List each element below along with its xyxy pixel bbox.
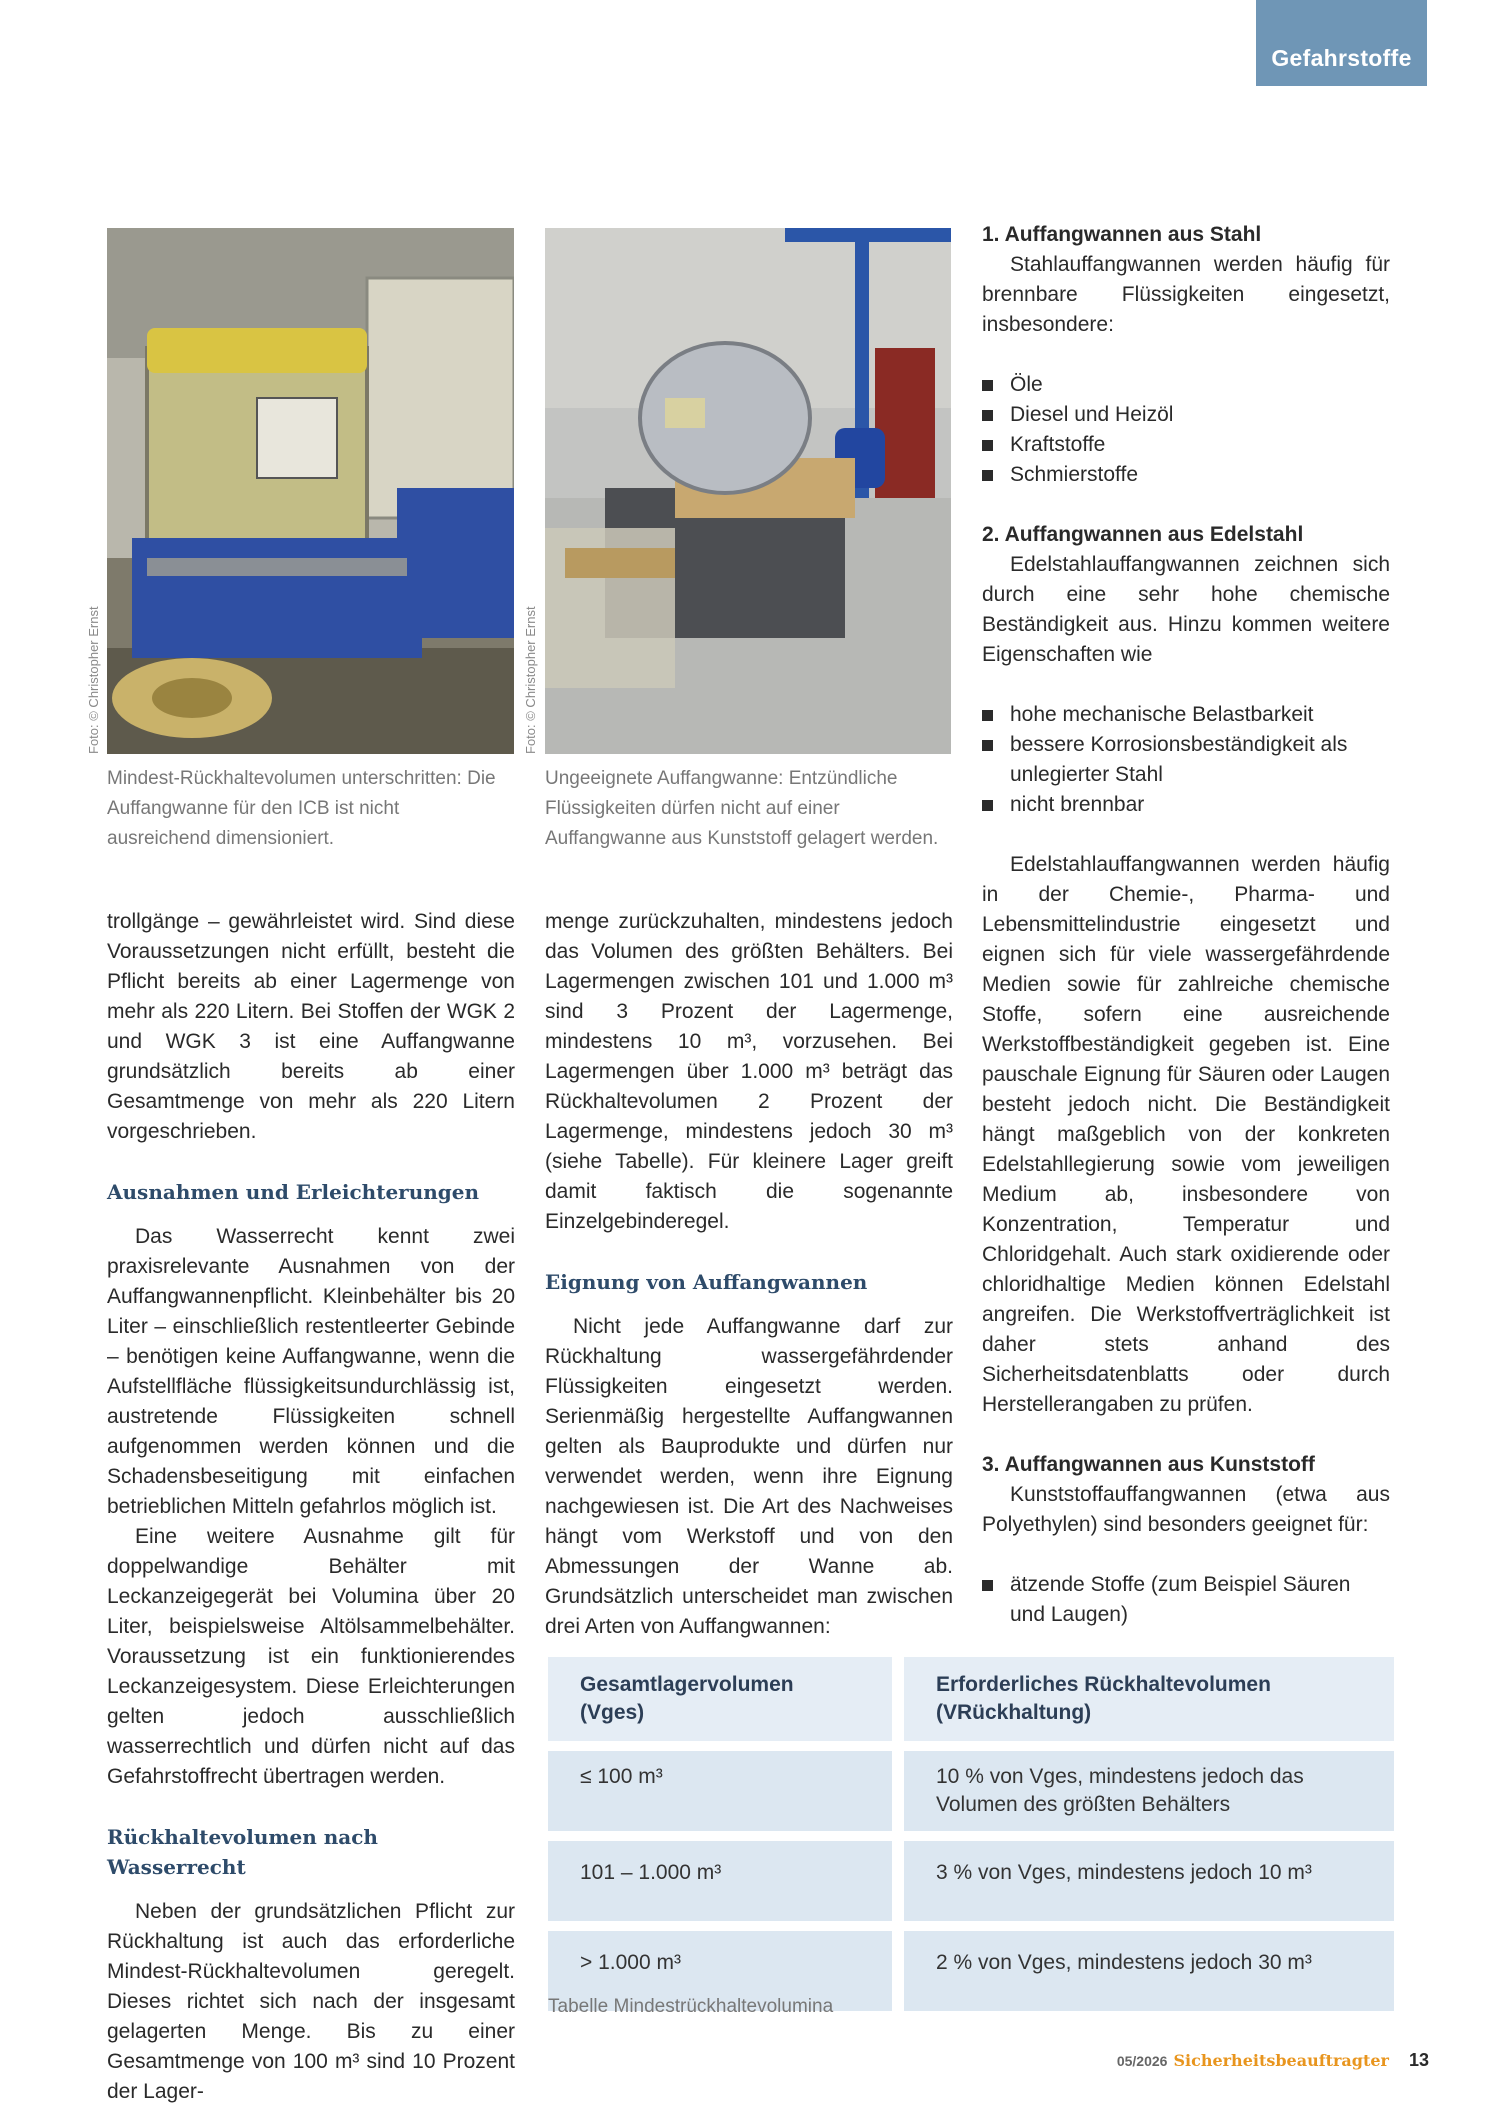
heading-stahl: 1. Auffangwannen aus Stahl xyxy=(982,223,1262,246)
list-item: Diesel und Heizöl xyxy=(982,400,1390,430)
col2-paragraph-1: menge zurückzuhalten, mindestens jedoch das Volumen des größten Behälters. Bei Lagermengen zwischen 101 und 1.000 m³ sind 3 Prozent der Lagermenge, mindestens 10 m³, vorzusehen. Bei Lagermengen über 1.000 m³ beträgt das Rückhaltevolumen 2 Prozent der Lagermenge, mindestens jedoch 30 m³ (siehe Tabelle). Für kleinere Lager greift damit faktisch die sogenannte Einzelgebinderegel. xyxy=(545,910,953,1233)
col1-paragraph-3: Eine weitere Ausnahme gilt für doppelwandige Behälter mit Leckanzeigegerät bei Volumina über 20 Liter, beispielsweise Altölsammelbehälter. Voraussetzung ist ein funktionierendes Leckanzeigesystem. Diese Erleichterungen gelten jedoch ausschließlich wasserrechtlich und dürfen nicht auf das Gefahrstoffrecht übertragen werden. xyxy=(107,1525,515,1788)
photo-credit-2: Foto: © Christopher Ernst xyxy=(523,606,538,754)
table-row xyxy=(548,1841,1394,1921)
table-cell: 3 % von Vges, mindestens jedoch 10 m³ xyxy=(904,1841,1394,1921)
list-edelstahl xyxy=(982,700,1390,820)
heading-eignung: Eignung von Auffangwannen xyxy=(545,1270,868,1294)
table-cell: 101 – 1.000 m³ xyxy=(548,1841,892,1921)
col2-paragraph-2: Nicht jede Auffangwanne darf zur Rückhaltung wassergefährdender Flüssigkeiten eingesetzt werden. Serienmäßig hergestellte Auffangwannen gelten als Bauprodukte und dürfen nur verwendet werden, wenn ihre Eignung nachgewiesen ist. Die Art des Nachweises hängt vom Werkstoff und von den Abmessungen der Wanne ab. Grundsätzlich unterscheidet man zwischen drei Arten von Auffangwannen: xyxy=(545,1315,953,1638)
icb-container-image xyxy=(107,228,514,754)
table-caption: Tabelle Mindestrückhaltevolumina xyxy=(548,1996,834,2017)
heading-ausnahmen: Ausnahmen und Erleichterungen xyxy=(107,1180,480,1204)
col1-paragraph-1: trollgänge – gewährleistet wird. Sind diese Voraussetzungen nicht erfüllt, besteht die Pflicht bereits ab einer Lagermenge von mehr als 220 Litern. Bei Stoffen der WGK 2 und WGK 3 ist eine Auffangwanne grundsätzlich bereits ab einer Gesamtmenge von mehr als 220 Litern vorgeschrieben. xyxy=(107,910,515,1143)
col3-paragraph-edelstahl: Edelstahlauffangwannen zeichnen sich durch eine sehr hohe chemische Beständigkeit aus. Hinzu kommen weitere Eigenschaften wie xyxy=(982,553,1390,666)
section-tab: Gefahrstoffe xyxy=(1256,0,1427,86)
heading-kunststoff: 3. Auffangwannen aus Kunststoff xyxy=(982,1453,1315,1476)
photo-caption-2: Ungeeignete Auffangwanne: Entzündliche Flüssigkeiten dürfen nicht auf einer Auffangwanne aus Kunststoff gelagert werden. xyxy=(545,768,939,849)
col3-paragraph-stahl: Stahlauffangwannen werden häufig für brennbare Flüssigkeiten eingesetzt, insbesondere: xyxy=(982,253,1390,336)
table-cell: ≤ 100 m³ xyxy=(548,1751,892,1831)
table-header-row xyxy=(548,1657,1394,1741)
drum-on-plastic-tray-image xyxy=(545,228,951,754)
col3-paragraph-kunststoff: Kunststoffauffangwannen (etwa aus Polyethylen) sind besonders geeignet für: xyxy=(982,1483,1390,1536)
list-item: Kraftstoffe xyxy=(982,430,1390,460)
page-number: 13 xyxy=(1408,2050,1429,2070)
article-column-3 xyxy=(982,220,1390,1630)
col1-paragraph-4: Neben der grundsätzlichen Pflicht zur Rückhaltung ist auch das erforderliche Mindest-Rückhaltevolumen geregelt. Dieses richtet sich nach der insgesamt gelagerten Menge. Bis zu einer Gesamtmenge von 100 m³ sind 10 Prozent der Lager- xyxy=(107,1900,515,2103)
table-cell: 2 % von Vges, mindestens jedoch 30 m³ xyxy=(904,1931,1394,2011)
photo-credit-1: Foto: © Christopher Ernst xyxy=(86,606,101,754)
table-header-cell: Gesamtlagervolumen (Vges) xyxy=(548,1657,892,1741)
list-item: ätzende Stoffe (zum Beispiel Säuren und Laugen) xyxy=(982,1570,1390,1630)
page-footer xyxy=(1117,2050,1429,2071)
list-item: nicht brennbar xyxy=(982,790,1390,820)
table-row xyxy=(548,1751,1394,1831)
photo-icb-container xyxy=(107,228,514,754)
list-stahl xyxy=(982,370,1390,490)
article-column-2 xyxy=(545,907,953,1642)
col3-paragraph-edelstahl-2: Edelstahlauffangwannen werden häufig in der Chemie-, Pharma- und Lebensmittelindustrie eingesetzt und eignen sich für viele wassergefährdende Medien sowie für zahlreiche chemische Stoffe, sofern eine ausreichende Werkstoffbeständigkeit gegeben ist. Eine pauschale Eignung für Säuren oder Laugen besteht jedoch nicht. Die Beständigkeit hängt maßgeblich von der konkreten Edelstahllegierung sowie vom jeweiligen Medium ab, insbesondere von Konzentration, Temperatur und Chloridgehalt. Auch stark oxidierende oder chloridhaltige Medien können Edelstahl angreifen. Die Werkstoffverträglichkeit ist daher stets anhand des Sicherheitsdatenblatts oder durch Herstellerangaben zu prüfen. xyxy=(982,853,1390,1416)
magazine-name: Sicherheitsbeauftragter xyxy=(1173,2051,1389,2070)
table-cell: > 1.000 m³ xyxy=(548,1931,892,2011)
table-cell: 10 % von Vges, mindestens jedoch das Volumen des größten Behälters xyxy=(904,1751,1394,1831)
photo-drum-container xyxy=(545,228,951,754)
article-column-1 xyxy=(107,907,515,2107)
heading-rueckhaltevolumen: Rückhaltevolumen nach Wasserrecht xyxy=(107,1825,378,1879)
col1-paragraph-2: Das Wasserrecht kennt zwei praxisrelevante Ausnahmen von der Auffangwannenpflicht. Kleinbehälter bis 20 Liter – einschließlich restentleerter Gebinde – benötigen keine Auffangwanne, wenn die Aufstellfläche flüssigkeitsundurchlässig ist, austretende Flüssigkeiten schnell aufgenommen werden können und die Schadensbeseitigung mit einfachen betrieblichen Mitteln gefahrlos möglich ist. xyxy=(107,1225,515,1518)
list-item: hohe mechanische Belastbarkeit xyxy=(982,700,1390,730)
list-item: Öle xyxy=(982,370,1390,400)
retention-volume-table xyxy=(548,1657,1394,2021)
table-header-cell: Erforderliches Rückhaltevolumen (VRückhaltung) xyxy=(904,1657,1394,1741)
list-kunststoff xyxy=(982,1570,1390,1630)
photo-caption-1: Mindest-Rückhaltevolumen unterschritten: Die Auffangwanne für den ICB ist nicht ausreichend dimensioniert. xyxy=(107,768,496,849)
heading-edelstahl: 2. Auffangwannen aus Edelstahl xyxy=(982,523,1304,546)
list-item: Schmierstoffe xyxy=(982,460,1390,490)
list-item: bessere Korrosionsbeständigkeit als unlegierter Stahl xyxy=(982,730,1390,790)
issue-number: 05/2026 xyxy=(1116,2053,1168,2069)
